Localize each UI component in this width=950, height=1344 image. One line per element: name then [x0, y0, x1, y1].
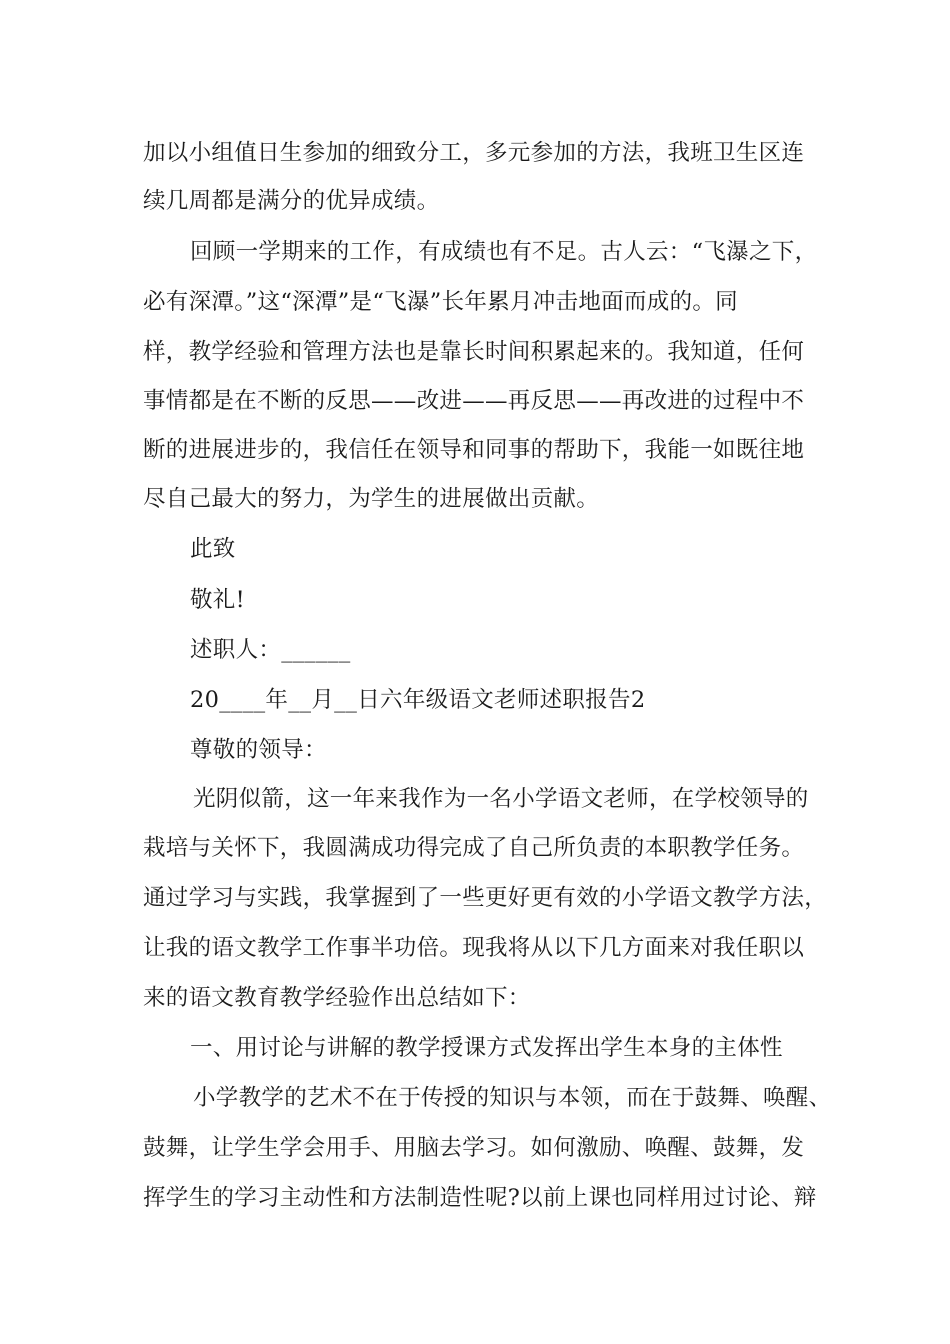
section-heading: 一、用讨论与讲解的教学授课方式发挥出学生本身的主体性: [190, 1035, 783, 1061]
text-line: 通过学习与实践，我掌握到了一些更好更有效的小学语文教学方法，: [143, 885, 828, 911]
text-line: 尽自己最大的努力，为学生的进展做出贡献。: [143, 486, 600, 512]
text-line: 断的进展进步的，我信任在领导和同事的帮助下，我能一如既往地: [143, 437, 805, 463]
text-line: 事情都是在不断的反思——改进——再反思——再改进的过程中不: [143, 388, 805, 414]
closing-line: 此致: [190, 536, 236, 562]
date-title-line: 20____年__月__日六年级语文老师述职报告2: [190, 687, 646, 713]
closing-line: 敬礼!: [190, 587, 245, 613]
text-line: 回顾一学期来的工作，有成绩也有不足。古人云：“飞瀑之下，: [190, 239, 818, 265]
text-line: 续几周都是满分的优异成绩。: [143, 188, 440, 214]
text-line: 挥学生的学习主动性和方法制造性呢?以前上课也同样用过讨论、辩: [143, 1185, 817, 1211]
text-line: 光阴似箭，这一年来我作为一名小学语文老师，在学校领导的: [193, 786, 809, 812]
text-line: 来的语文教育教学经验作出总结如下：: [143, 985, 531, 1011]
text-line: 让我的语文教学工作事半功倍。现我将从以下几方面来对我任职以: [143, 935, 805, 961]
text-line: 栽培与关怀下，我圆满成功得完成了自己所负责的本职教学任务。: [143, 835, 805, 861]
salutation: 尊敬的领导：: [190, 737, 327, 763]
text-line: 样，教学经验和管理方法也是靠长时间积累起来的。我知道，任何: [143, 339, 805, 365]
text-line: 小学教学的艺术不在于传授的知识与本领，而在于鼓舞、唤醒、: [193, 1085, 832, 1111]
text-line: 鼓舞，让学生学会用手、用脑去学习。如何激励、唤醒、鼓舞，发: [143, 1135, 805, 1161]
text-line: 加以小组值日生参加的细致分工，多元参加的方法，我班卫生区连: [143, 140, 805, 166]
text-line: 必有深潭。”这“深潭”是“飞瀑”长年累月冲击地面而成的。同: [143, 289, 738, 315]
signature-line: 述职人：______: [190, 637, 351, 663]
